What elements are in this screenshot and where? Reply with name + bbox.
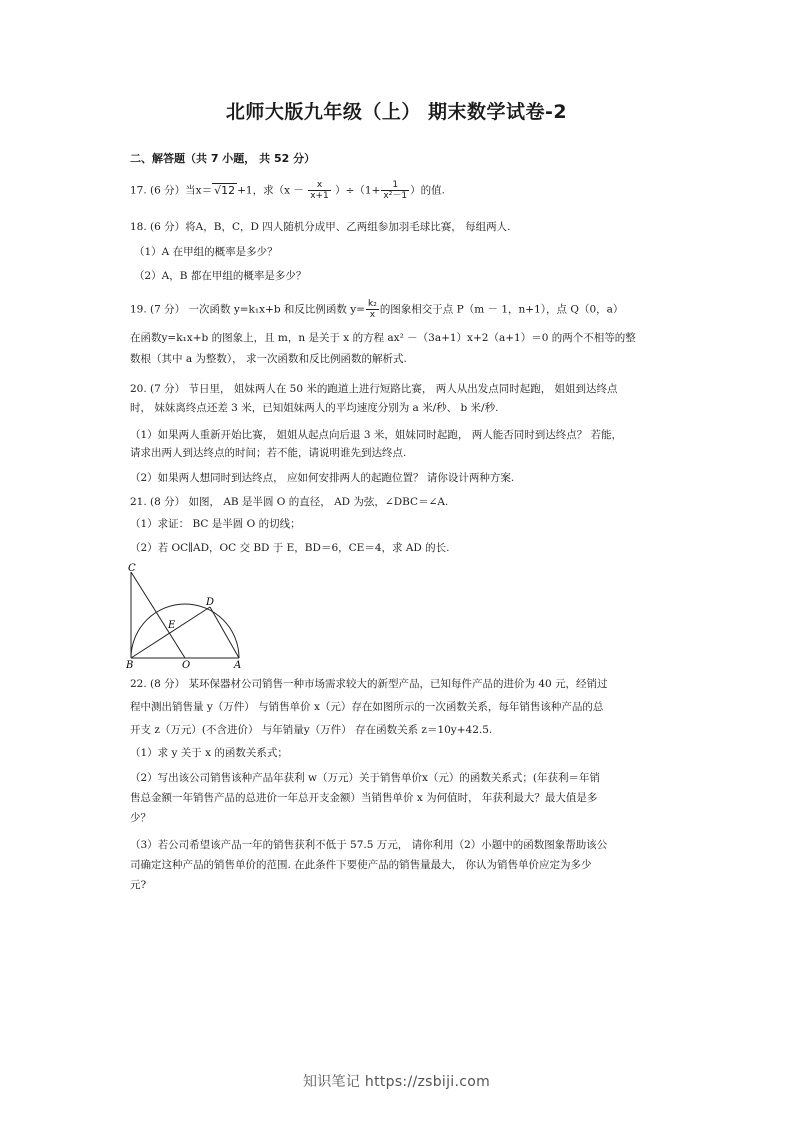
segment-ad (210, 607, 239, 658)
q19-f-den: x (369, 310, 376, 320)
q21-line-1: 21. (8 分） 如图， AB 是半圆 O 的直径， AD 为弦，∠DBC＝∠A. (130, 496, 449, 508)
q20-line-2: 时， 妹妹离终点还差 3 米，已知姐妹两人的平均速度分别为 a 米/秒、 b 米/秒. (130, 402, 499, 414)
q22-line-3: 开支 z（万元）(不含进价） 与年销量y（万件） 存在函数关系 z＝10y+42.5. (130, 724, 493, 736)
q19-f-num: k₂ (367, 299, 377, 309)
q17-fraction-2 (381, 180, 409, 201)
section-heading: 二、解答题（共 7 小题， 共 52 分） (130, 152, 316, 165)
q17-f2-den: x²－1 (383, 191, 408, 201)
q22-line-10: 元? (130, 879, 147, 891)
q19-line-3: 数根（其中 a 为整数）， 求一次函数和反比例函数的解析式. (130, 353, 407, 365)
q17-f2-num: 1 (381, 180, 409, 191)
q20-line-4: 请求出两人到达终点的时间；若不能，请说明谁先到达终点. (130, 447, 407, 459)
geometry-figure (126, 562, 250, 670)
q22-line-2: 程中测出销售量 y（万件） 与销售单价 x（元）存在如图所示的一次函数关系，每年销售该种产品的总 (130, 701, 604, 713)
q17-pre: 17. (6 分）当x＝ (130, 184, 213, 197)
q21-line-3: （2）若 OC∥AD，OC 交 BD 于 E，BD＝6，CE＝4，求 AD 的长. (130, 542, 450, 554)
q18-line-3: （2）A，B 都在甲组的概率是多少？ (134, 270, 307, 282)
q17-post: ）的值. (410, 184, 445, 197)
q17-sqrt-value: 12 (221, 183, 236, 197)
q21-line-2: （1）求证： BC 是半圆 O 的切线； (130, 518, 301, 530)
q22-line-1: 22. (8 分） 某环保器材公司销售一种市场需求较大的新型产品，已知每件产品的进价为 40 元，经销过 (130, 678, 608, 690)
q22-line-4: （1）求 y 关于 x 的函数关系式； (130, 747, 288, 759)
label-c: C (128, 563, 136, 574)
label-e: E (168, 620, 176, 631)
q17-sqrt: √12 (214, 183, 236, 197)
q17-fraction-1 (308, 180, 331, 201)
semicircle-arc (131, 604, 239, 658)
q19-fraction (366, 299, 379, 320)
q22-line-8: （3）若公司希望该产品一年的销售获利不低于 57.5 万元， 请你利用（2）小题中的函数图象帮助该公 (130, 839, 608, 851)
q17-mid1: +1，求（x － (237, 184, 304, 197)
q22-line-6: 售总金额一年销售产品的总进价一年总开支金额）当销售单价 x 为何值时， 年获利最大？最大值是多 (130, 792, 598, 804)
q22-line-7: 少？ (130, 812, 151, 824)
segment-oc (131, 572, 185, 658)
segment-bd (131, 607, 210, 658)
page-title: 北师大版九年级（上） 期末数学试卷-2 (225, 101, 568, 123)
q17-f1-den: x+1 (310, 191, 329, 201)
q18-line-1: 18. (6 分）将A，B，C，D 四人随机分成甲、乙两组参加羽毛球比赛， 每组两人. (130, 221, 511, 233)
q22-line-5: （2）写出该公司销售该种产品年获利 w（万元）关于销售单价x（元）的函数关系式；(年获利＝年销 (130, 772, 601, 784)
question-19 (130, 299, 623, 320)
q19-line-1a: 19. (7 分） 一次函数 y=k₁x+b 和反比例函数 y= (130, 303, 365, 316)
label-d: D (206, 597, 215, 608)
q19-line-1b: 的图象相交于点 P（m － 1，n+1），点 Q（0，a） (379, 303, 624, 316)
label-b: B (126, 660, 134, 670)
q19-line-2: 在函数y=k₁x+b 的图象上，且 m，n 是关于 x 的方程 ax² －（3a+1）x+2（a+1）＝0 的两个不相等的整 (130, 332, 636, 344)
q20-line-3: （1）如果两人重新开始比赛， 姐姐从起点向后退 3 米，姐妹同时起跑， 两人能否同时到达终点？ 若能， (130, 429, 623, 441)
label-o: O (182, 660, 191, 670)
q17-f1-num: x (308, 180, 331, 191)
question-17 (130, 180, 445, 201)
q20-line-1: 20. (7 分） 节日里， 姐妹两人在 50 米的跑道上进行短路比赛， 两人从出发点同时起跑， 姐姐到达终点 (130, 383, 618, 395)
footer-watermark: 知识笔记 https://zsbiji.com (302, 1074, 491, 1090)
q22-line-9: 司确定这种产品的销售单价的范围. 在此条件下要使产品的销售量最大， 你认为销售单价应定为多少 (130, 859, 592, 871)
q17-mid2: ）÷（1+ (335, 184, 381, 197)
label-a: A (234, 660, 242, 670)
q18-line-2: （1）A 在甲组的概率是多少？ (134, 246, 278, 258)
q20-line-5: （2）如果两人想同时到达终点， 应如何安排两人的起跑位置？ 请你设计两种方案. (130, 472, 515, 484)
geometry-figure-svg (126, 562, 250, 670)
